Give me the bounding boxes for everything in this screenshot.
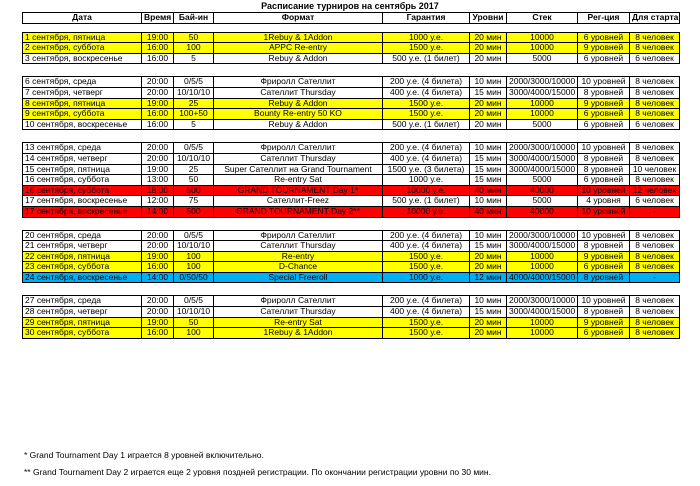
cell-format: Special Freeroll <box>214 272 383 283</box>
cell-date: 24 сентября, воскресенье <box>23 272 142 283</box>
cell-date: 17 сентября, воскресенье <box>23 196 142 207</box>
cell-min-players: - <box>630 272 680 283</box>
table-row <box>23 164 680 175</box>
cell-stack: 5000 <box>507 53 578 64</box>
cell-date: 17 сентября, воскресенье <box>23 206 142 217</box>
cell-min-players: 8 человек <box>630 307 680 318</box>
cell-registration: 6 уровней <box>578 32 630 43</box>
cell-guarantee: 1500 у.е. (3 билета) <box>383 164 470 175</box>
cell-guarantee: 1500 у.е. <box>383 109 470 120</box>
cell-levels: 15 мин <box>470 241 507 252</box>
cell-time: 20:00 <box>142 87 174 98</box>
cell-levels: 20 мин <box>470 317 507 328</box>
cell-levels: 20 мин <box>470 262 507 273</box>
cell-time: 20:00 <box>142 143 174 154</box>
cell-format: Сателлит-Freez <box>214 196 383 207</box>
header-format: Формат <box>214 13 383 24</box>
cell-date: 29 сентября, пятница <box>23 317 142 328</box>
cell-stack: 2000/3000/10000 <box>507 296 578 307</box>
cell-buyin: 25 <box>174 98 214 109</box>
cell-time: 18:00 <box>142 185 174 196</box>
cell-format: Rebuy & Addon <box>214 98 383 109</box>
table-row <box>23 272 680 283</box>
cell-levels: 10 мин <box>470 296 507 307</box>
cell-registration: 10 уровней <box>578 185 630 196</box>
cell-stack: 10000 <box>507 109 578 120</box>
header-min-players: Для старта <box>630 13 680 24</box>
cell-buyin: 0/5/5 <box>174 77 214 88</box>
spacer-row <box>23 130 680 143</box>
cell-date: 22 сентября, пятница <box>23 251 142 262</box>
cell-levels: 20 мин <box>470 119 507 130</box>
cell-time: 20:00 <box>142 296 174 307</box>
table-row <box>23 153 680 164</box>
cell-levels: 15 мин <box>470 87 507 98</box>
cell-guarantee: 1500 у.е. <box>383 98 470 109</box>
cell-min-players: 8 человек <box>630 77 680 88</box>
footnotes <box>24 447 491 481</box>
cell-stack: 3000/4000/15000 <box>507 241 578 252</box>
table-row <box>23 175 680 186</box>
cell-buyin: 50 <box>174 175 214 186</box>
cell-registration: 6 уровней <box>578 119 630 130</box>
table-row <box>23 143 680 154</box>
cell-date: 13 сентября, среда <box>23 143 142 154</box>
cell-levels: 15 мин <box>470 164 507 175</box>
table-row <box>23 43 680 54</box>
cell-guarantee: 1000 у.е. <box>383 175 470 186</box>
cell-stack: 3000/4000/15000 <box>507 307 578 318</box>
cell-min-players: 6 человек <box>630 53 680 64</box>
cell-buyin: 10/10/10 <box>174 241 214 252</box>
cell-registration: 8 уровней <box>578 241 630 252</box>
cell-date: 1 сентября, пятница <box>23 32 142 43</box>
cell-date: 30 сентября, суббота <box>23 328 142 339</box>
cell-date: 21 сентября, четверг <box>23 241 142 252</box>
cell-levels: 20 мин <box>470 328 507 339</box>
cell-buyin: 100 <box>174 262 214 273</box>
cell-registration: 9 уровней <box>578 317 630 328</box>
cell-time: 20:00 <box>142 153 174 164</box>
spacer-row <box>23 217 680 230</box>
cell-levels: 40 мин <box>470 185 507 196</box>
cell-registration: 4 уровня <box>578 196 630 207</box>
cell-registration: 6 уровней <box>578 109 630 120</box>
cell-registration: 10 уровней <box>578 206 630 217</box>
header-row <box>23 13 680 24</box>
cell-buyin: 10/10/10 <box>174 153 214 164</box>
spacer-row <box>23 64 680 77</box>
cell-time: 16:00 <box>142 43 174 54</box>
cell-time: 16:00 <box>142 109 174 120</box>
cell-date: 27 сентября, среда <box>23 296 142 307</box>
cell-levels: 10 мин <box>470 77 507 88</box>
cell-levels: 10 мин <box>470 143 507 154</box>
cell-buyin: 0/5/5 <box>174 296 214 307</box>
cell-guarantee: 400 у.е. (4 билета) <box>383 307 470 318</box>
cell-format: Re-entry <box>214 251 383 262</box>
cell-stack: 2000/3000/10000 <box>507 77 578 88</box>
header-time: Время <box>142 13 174 24</box>
cell-levels: 20 мин <box>470 53 507 64</box>
cell-time: 19:00 <box>142 32 174 43</box>
cell-buyin: 0/5/5 <box>174 230 214 241</box>
cell-buyin: 100 <box>174 43 214 54</box>
cell-levels: 20 мин <box>470 32 507 43</box>
cell-min-players: 8 человек <box>630 143 680 154</box>
cell-format: Rebuy & Addon <box>214 119 383 130</box>
cell-stack: 10000 <box>507 43 578 54</box>
table-row <box>23 87 680 98</box>
table-row <box>23 98 680 109</box>
cell-stack: 3000/4000/15000 <box>507 87 578 98</box>
footnote-day1: * Grand Tournament Day 1 играется 8 уровней включительно. <box>24 450 264 460</box>
cell-date: 2 сентября, суббота <box>23 43 142 54</box>
cell-format: Bounty Re-entry 50 KO <box>214 109 383 120</box>
cell-min-players: 8 человек <box>630 153 680 164</box>
cell-stack: 2000/3000/10000 <box>507 230 578 241</box>
cell-stack: 40000 <box>507 206 578 217</box>
cell-format: APPC Re-entry <box>214 43 383 54</box>
cell-format: GRAND TOURNAMENT Day 2** <box>214 206 383 217</box>
cell-min-players: 8 человек <box>630 109 680 120</box>
cell-stack: 10000 <box>507 251 578 262</box>
cell-buyin: 100 <box>174 251 214 262</box>
cell-min-players: 8 человек <box>630 32 680 43</box>
table-row <box>23 185 680 196</box>
cell-min-players: 8 человек <box>630 262 680 273</box>
cell-date: 7 сентября, четверг <box>23 87 142 98</box>
table-row <box>23 307 680 318</box>
cell-levels: 10 мин <box>470 196 507 207</box>
cell-date: 3 сентября, воскресенье <box>23 53 142 64</box>
footnote-day2: ** Grand Tournament Day 2 играется еще 2 уровня поздней регистрации. По окончании регистрации уровни по 30 мин. <box>24 467 491 477</box>
cell-min-players: 6 человек <box>630 196 680 207</box>
cell-stack: 10000 <box>507 98 578 109</box>
cell-format: 1Rebuy & 1Addon <box>214 328 383 339</box>
cell-time: 19:00 <box>142 317 174 328</box>
cell-time: 19:00 <box>142 251 174 262</box>
cell-levels: 20 мин <box>470 109 507 120</box>
cell-guarantee: 1500 у.е. <box>383 317 470 328</box>
cell-levels: 12 мин <box>470 272 507 283</box>
cell-date: 8 сентября, пятница <box>23 98 142 109</box>
cell-guarantee: 500 у.е. (1 билет) <box>383 119 470 130</box>
spacer-cell <box>23 283 680 296</box>
cell-date: 16 сентября, суббота <box>23 185 142 196</box>
cell-format: Rebuy & Addon <box>214 53 383 64</box>
cell-min-players: 12 человек <box>630 185 680 196</box>
cell-guarantee: 200 у.е. (4 билета) <box>383 296 470 307</box>
cell-time: 20:00 <box>142 230 174 241</box>
table-row <box>23 77 680 88</box>
cell-stack: 2000/3000/10000 <box>507 143 578 154</box>
cell-guarantee: 1000 у.е. <box>383 272 470 283</box>
cell-min-players: 8 человек <box>630 241 680 252</box>
cell-guarantee: 1000 у.е. <box>383 32 470 43</box>
cell-min-players: 8 человек <box>630 98 680 109</box>
cell-date: 23 сентября, суббота <box>23 262 142 273</box>
header-registration: Рег-ция <box>578 13 630 24</box>
table-row <box>23 230 680 241</box>
table-row <box>23 119 680 130</box>
cell-min-players: 8 человек <box>630 175 680 186</box>
cell-format: Re-entry Sat <box>214 317 383 328</box>
cell-registration: 10 уровней <box>578 77 630 88</box>
cell-stack: 10000 <box>507 32 578 43</box>
cell-guarantee: 400 у.е. (4 билета) <box>383 87 470 98</box>
cell-min-players: 8 человек <box>630 296 680 307</box>
cell-min-players: 8 человек <box>630 251 680 262</box>
cell-time: 16:00 <box>142 328 174 339</box>
schedule-table <box>22 12 680 339</box>
cell-stack: 4000/4000/15000 <box>507 272 578 283</box>
cell-date: 15 сентября, пятница <box>23 164 142 175</box>
cell-date: 6 сентября, среда <box>23 77 142 88</box>
cell-guarantee: 200 у.е. (4 билета) <box>383 77 470 88</box>
cell-format: Сателлит Thursday <box>214 87 383 98</box>
cell-buyin: 25 <box>174 164 214 175</box>
cell-date: 16 сентября, суббота <box>23 175 142 186</box>
cell-stack: 40000 <box>507 185 578 196</box>
header-guarantee: Гарантия <box>383 13 470 24</box>
cell-min-players: - <box>630 206 680 217</box>
cell-format: Фриролл Сателлит <box>214 230 383 241</box>
cell-time: 20:00 <box>142 77 174 88</box>
cell-guarantee: 200 у.е. (4 билета) <box>383 143 470 154</box>
header-buyin: Бай-ин <box>174 13 214 24</box>
cell-date: 14 сентября, четверг <box>23 153 142 164</box>
table-row <box>23 241 680 252</box>
cell-format: Фриролл Сателлит <box>214 143 383 154</box>
cell-stack: 5000 <box>507 196 578 207</box>
cell-guarantee: 1500 у.е. <box>383 251 470 262</box>
cell-registration: 10 уровней <box>578 230 630 241</box>
cell-date: 28 сентября, четверг <box>23 307 142 318</box>
cell-buyin: 50 <box>174 317 214 328</box>
cell-levels: 15 мин <box>470 175 507 186</box>
schedule-body <box>23 23 680 338</box>
table-row <box>23 196 680 207</box>
cell-registration: 10 уровней <box>578 296 630 307</box>
cell-format: Сателлит Thursday <box>214 153 383 164</box>
cell-guarantee: 1500 у.е. <box>383 43 470 54</box>
cell-min-players: 8 человек <box>630 230 680 241</box>
cell-levels: 40 мин <box>470 206 507 217</box>
cell-buyin: 0/50/50 <box>174 272 214 283</box>
cell-registration: 8 уровней <box>578 164 630 175</box>
cell-levels: 15 мин <box>470 307 507 318</box>
cell-time: 16:00 <box>142 119 174 130</box>
cell-registration: 8 уровней <box>578 307 630 318</box>
spacer-cell <box>23 130 680 143</box>
cell-registration: 6 уровней <box>578 53 630 64</box>
cell-buyin: 5 <box>174 119 214 130</box>
table-row <box>23 317 680 328</box>
cell-guarantee: 500 у.е. (1 билет) <box>383 196 470 207</box>
cell-format: Сателлит Thursday <box>214 241 383 252</box>
table-row <box>23 251 680 262</box>
cell-buyin: 75 <box>174 196 214 207</box>
cell-levels: 20 мин <box>470 43 507 54</box>
spacer-cell <box>23 23 680 32</box>
cell-registration: 10 уровней <box>578 143 630 154</box>
cell-levels: 20 мин <box>470 251 507 262</box>
spacer-row <box>23 23 680 32</box>
cell-registration: 8 уровней <box>578 87 630 98</box>
cell-format: D-Chance <box>214 262 383 273</box>
cell-registration: 6 уровней <box>578 175 630 186</box>
table-row <box>23 328 680 339</box>
header-levels: Уровни <box>470 13 507 24</box>
cell-min-players: 8 человек <box>630 87 680 98</box>
cell-registration: 6 уровней <box>578 262 630 273</box>
cell-min-players: 8 человек <box>630 317 680 328</box>
cell-guarantee: 10000 у.е. <box>383 206 470 217</box>
table-row <box>23 53 680 64</box>
cell-levels: 10 мин <box>470 230 507 241</box>
cell-format: GRAND TOURNAMENT Day 1* <box>214 185 383 196</box>
cell-buyin: 10/10/10 <box>174 87 214 98</box>
cell-guarantee: 500 у.е. (1 билет) <box>383 53 470 64</box>
cell-buyin: 100+50 <box>174 109 214 120</box>
cell-time: 16:00 <box>142 262 174 273</box>
cell-min-players: 8 человек <box>630 43 680 54</box>
cell-guarantee: 400 у.е. (4 билета) <box>383 241 470 252</box>
cell-buyin: 50 <box>174 32 214 43</box>
cell-buyin: 100 <box>174 328 214 339</box>
spacer-cell <box>23 64 680 77</box>
cell-time: 19:00 <box>142 164 174 175</box>
cell-stack: 10000 <box>507 317 578 328</box>
cell-time: 13:00 <box>142 175 174 186</box>
cell-date: 20 сентября, среда <box>23 230 142 241</box>
cell-stack: 5000 <box>507 119 578 130</box>
cell-levels: 15 мин <box>470 153 507 164</box>
cell-levels: 20 мин <box>470 98 507 109</box>
cell-time: 19:00 <box>142 98 174 109</box>
cell-format: 1Rebuy & 1Addon <box>214 32 383 43</box>
cell-min-players: 6 человек <box>630 119 680 130</box>
cell-buyin: 500 <box>174 185 214 196</box>
cell-time: 20:00 <box>142 241 174 252</box>
table-row <box>23 32 680 43</box>
cell-format: Re-entry Sat <box>214 175 383 186</box>
cell-min-players: 8 человек <box>630 328 680 339</box>
cell-format: Фриролл Сателлит <box>214 77 383 88</box>
page-title: Расписание турниров на сентябрь 2017 <box>261 1 439 11</box>
cell-stack: 10000 <box>507 328 578 339</box>
table-row <box>23 109 680 120</box>
cell-time: 20:00 <box>142 307 174 318</box>
cell-buyin: 10/10/10 <box>174 307 214 318</box>
cell-registration: 8 уровней <box>578 272 630 283</box>
cell-stack: 5000 <box>507 175 578 186</box>
cell-stack: 3000/4000/15000 <box>507 153 578 164</box>
cell-buyin: 500 <box>174 206 214 217</box>
cell-registration: 9 уровней <box>578 98 630 109</box>
cell-guarantee: 400 у.е. (4 билета) <box>383 153 470 164</box>
cell-buyin: 0/5/5 <box>174 143 214 154</box>
cell-format: Сателлит Thursday <box>214 307 383 318</box>
cell-min-players: 10 человек <box>630 164 680 175</box>
cell-time: 12:00 <box>142 196 174 207</box>
cell-registration: 9 уровней <box>578 43 630 54</box>
header-date: Дата <box>23 13 142 24</box>
cell-registration: 6 уровней <box>578 328 630 339</box>
cell-guarantee: 200 у.е. (4 билета) <box>383 230 470 241</box>
cell-guarantee: 1500 у.е. <box>383 262 470 273</box>
cell-time: 14:00 <box>142 272 174 283</box>
cell-stack: 3000/4000/15000 <box>507 164 578 175</box>
header-stack: Стек <box>507 13 578 24</box>
table-row <box>23 262 680 273</box>
cell-format: Фриролл Сателлит <box>214 296 383 307</box>
cell-stack: 10000 <box>507 262 578 273</box>
cell-guarantee: 1500 у.е. <box>383 328 470 339</box>
cell-guarantee: 10000 у.е. <box>383 185 470 196</box>
table-row <box>23 206 680 217</box>
cell-time: 14:00 <box>142 206 174 217</box>
spacer-cell <box>23 217 680 230</box>
cell-registration: 9 уровней <box>578 251 630 262</box>
spacer-row <box>23 283 680 296</box>
cell-registration: 8 уровней <box>578 153 630 164</box>
cell-format: Super Сателлит на Grand Tournament <box>214 164 383 175</box>
cell-time: 16:00 <box>142 53 174 64</box>
table-row <box>23 296 680 307</box>
cell-buyin: 5 <box>174 53 214 64</box>
cell-date: 10 сентября, воскресенье <box>23 119 142 130</box>
cell-date: 9 сентября, суббота <box>23 109 142 120</box>
